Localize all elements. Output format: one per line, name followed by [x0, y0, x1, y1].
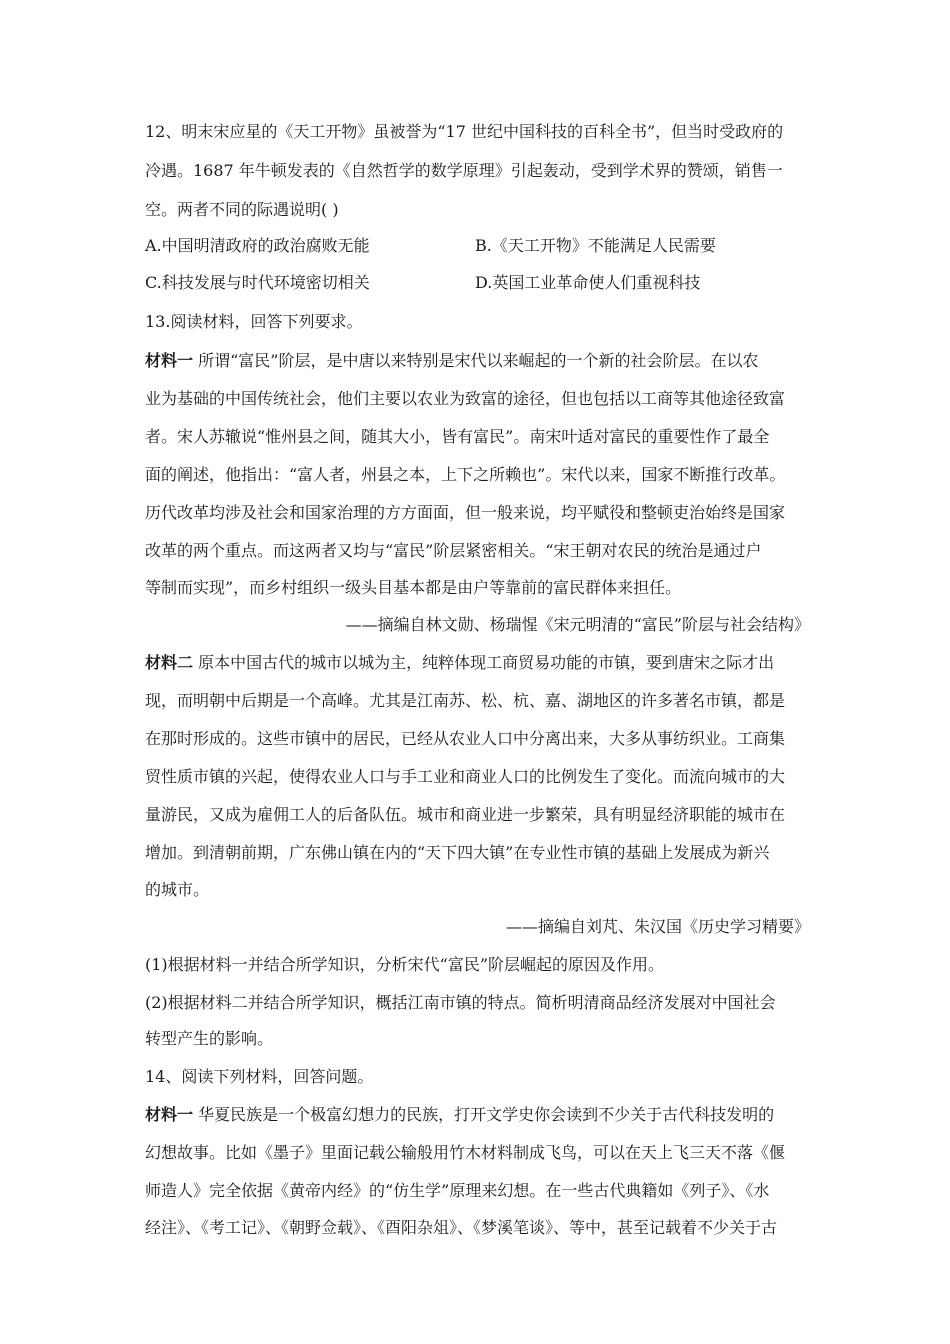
q13-question-2-line-2: 转型产生的影响。 — [145, 1029, 274, 1048]
q12-option-d: D.英国工业革命使人们重视科技 — [475, 273, 701, 292]
q13-material-1-line-5: 历代改革均涉及社会和国家治理的方方面面，但一般来说，均平赋役和整顿吏治始终是国家 — [145, 503, 786, 522]
q13-material-2-line-2: 现，而明朝中后期是一个高峰。尤其是江南苏、松、杭、嘉、湖地区的许多著名市镇，都是 — [145, 691, 786, 710]
q13-material-1-line-1: 材料一 所谓“富民”阶层，是中唐以来特别是宋代以来崛起的一个新的社会阶层。在以农 — [145, 351, 759, 370]
q14-prompt: 14、阅读下列材料，回答问题。 — [145, 1067, 374, 1086]
q14-material-1-line-2: 幻想故事。比如《墨子》里面记载公输般用竹木材料制成飞鸟，可以在天上飞三天不落《偃 — [145, 1143, 786, 1162]
q12-line-3: 空。两者不同的际遇说明( ) — [145, 200, 339, 219]
q14-material-1-label: 材料一 — [145, 1105, 194, 1124]
q13-material-2-label: 材料二 — [145, 653, 194, 672]
q13-material-1-line-6: 改革的两个重点。而这两者又均与“富民”阶层紧密相关。“宋王朝对农民的统治是通过户 — [145, 541, 762, 560]
q13-question-1: (1)根据材料一并结合所学知识，分析宋代“富民”阶层崛起的原因及作用。 — [145, 955, 665, 974]
q14-material-1-line-3: 师造人》完全依据《黄帝内经》的“仿生学”原理来幻想。在一些古代典籍如《列子》、《水 — [145, 1181, 770, 1200]
q12-line-2: 冷遇。1687 年牛顿发表的《自然哲学的数学原理》引起轰动，受到学术界的赞颂，销售一 — [145, 161, 783, 180]
q13-material-1-line-2: 业为基础的中国传统社会，他们主要以农业为致富的途径，但也包括以工商等其他途径致富 — [145, 389, 786, 408]
q13-prompt: 13.阅读材料，回答下列要求。 — [145, 312, 363, 331]
q12-option-a: A.中国明清政府的政治腐败无能 — [145, 236, 370, 255]
q13-material-1-label: 材料一 — [145, 351, 194, 370]
q13-material-2-line-5: 量游民，又成为雇佣工人的后备队伍。城市和商业进一步繁荣，具有明显经济职能的城市在 — [145, 805, 786, 824]
q13-material-1-line-7: 等制而实现”，而乡村组织一级头目基本都是由户等靠前的富民群体来担任。 — [145, 578, 682, 597]
q12-option-c: C.科技发展与时代环境密切相关 — [145, 273, 370, 292]
q13-material-1-line-3: 者。宋人苏辙说“惟州县之间，随其大小，皆有富民”。南宋叶适对富民的重要性作了最全 — [145, 427, 770, 446]
q13-material-2-line-6: 增加。到清朝前期，广东佛山镇在内的“天下四大镇”在专业性市镇的基础上发展成为新兴 — [145, 843, 770, 862]
q13-material-2-source: ——摘编自刘芃、朱汉国《历史学习精要》 — [505, 917, 810, 936]
q13-material-1-line-4: 面的阐述，他指出：“富人者，州县之本，上下之所赖也”。宋代以来，国家不断推行改革。 — [145, 465, 786, 484]
q13-material-2-line-3: 在那时形成的。这些市镇中的居民，已经从农业人口中分离出来，大多从事纺织业。工商集 — [145, 729, 786, 748]
q13-question-2-line-1: (2)根据材料二并结合所学知识，概括江南市镇的特点。简析明清商品经济发展对中国社会 — [145, 993, 776, 1012]
q14-material-1-line-1: 材料一 华夏民族是一个极富幻想力的民族，打开文学史你会读到不少关于古代科技发明的 — [145, 1105, 775, 1124]
q13-material-2-line-1: 材料二 原本中国古代的城市以城为主，纯粹体现工商贸易功能的市镇，要到唐宋之际才出 — [145, 653, 775, 672]
q13-material-2-line-7: 的城市。 — [145, 880, 210, 899]
q12-option-b: B.《天工开物》不能满足人民需要 — [475, 236, 716, 255]
q13-material-2-line-4: 贸性质市镇的兴起，使得农业人口与手工业和商业人口的比例发生了变化。而流向城市的大 — [145, 767, 786, 786]
q13-material-1-source: ——摘编自林文勋、杨瑞惺《宋元明清的“富民”阶层与社会结构》 — [345, 615, 810, 634]
q14-material-1-line-4: 经注》、《考工记》、《朝野佥载》、《酉阳杂俎》、《梦溪笔谈》、等中，甚至记载着不少关于古 — [145, 1218, 778, 1237]
q12-line-1: 12、明末宋应星的《天工开物》虽被誉为“17 世纪中国科技的百科全书”，但当时受政府的 — [145, 122, 784, 141]
